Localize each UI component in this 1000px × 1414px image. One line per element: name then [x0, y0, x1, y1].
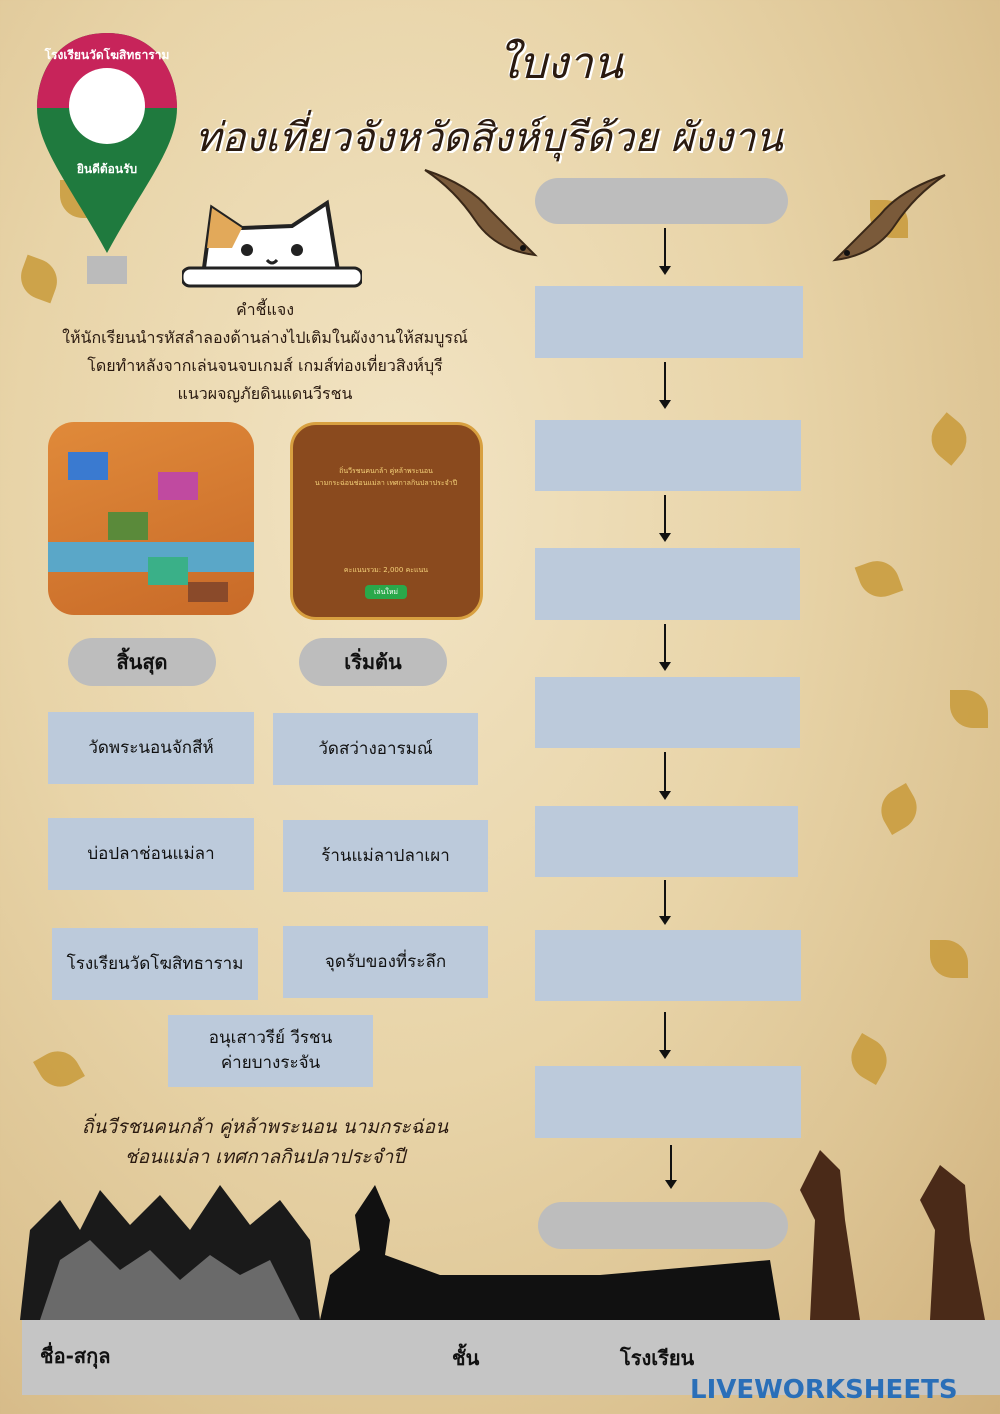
game-end-screenshot: [290, 422, 483, 620]
flowchart-step-slot[interactable]: [535, 1066, 801, 1138]
answer-card[interactable]: โรงเรียนวัดโฆสิทธาราม: [52, 928, 258, 1000]
flowchart-step-slot[interactable]: [535, 806, 798, 877]
name-label: ชื่อ-สกุล: [40, 1344, 111, 1368]
bodhi-leaf-decoration: [33, 1043, 85, 1095]
answer-card[interactable]: วัดสว่างอารมณ์: [273, 713, 478, 785]
game-screen-points: คะแนนรวม: 2,000 คะแนน: [343, 566, 429, 574]
reclining-buddha-silhouette: [300, 1180, 780, 1320]
bodhi-leaf-decoration: [843, 1033, 895, 1085]
flowchart-start-terminal[interactable]: [535, 178, 788, 224]
flowchart-step-slot[interactable]: [535, 286, 803, 358]
play-again-button[interactable]: เล่นใหม่: [365, 585, 407, 599]
instructions-line2: โดยทำหลังจากเล่นจนจบเกมส์ เกมส์ท่องเที่ยวสิงห์บุรี: [87, 356, 443, 375]
flow-arrow: [664, 752, 666, 798]
flow-arrow: [664, 362, 666, 407]
flowchart-step-slot[interactable]: [535, 420, 801, 491]
start-label: เริ่มต้น: [299, 638, 447, 686]
class-label: ชั้น: [452, 1346, 480, 1370]
badge-school-name: โรงเรียนวัดโฆสิทธาราม: [44, 48, 170, 62]
game-screen-line2: นามกระฉ่อนช่อนแม่ลา เทศกาลกินปลาประจำปี: [314, 479, 458, 487]
flow-arrow: [664, 624, 666, 669]
flow-arrow: [664, 1012, 666, 1057]
answer-card-line: ค่ายบางระจัน: [220, 1053, 321, 1073]
instructions-line3: แนวผจญภัยดินแดนวีรชน: [177, 384, 353, 403]
bodhi-leaf-decoration: [950, 690, 988, 728]
answer-card-line: อนุเสาวรีย์ วีรชน: [208, 1028, 333, 1049]
bodhi-leaf-decoration: [873, 783, 925, 835]
flowchart-step-slot[interactable]: [535, 677, 800, 748]
fish-illustration-left: [415, 160, 545, 270]
page-title: ใบงาน: [497, 38, 623, 89]
warrior-silhouettes: [20, 1170, 320, 1320]
school-label: โรงเรียน: [620, 1346, 695, 1370]
flow-arrow: [664, 880, 666, 923]
answer-card[interactable]: ร้านแม่ลาปลาเผา: [283, 820, 488, 892]
game-map-screenshot: [48, 422, 254, 615]
flowchart-step-slot[interactable]: [535, 930, 801, 1001]
instructions-line1: ให้นักเรียนนำรหัสลำลองด้านล่างไปเติมในผังงานให้สมบูรณ์: [62, 328, 468, 347]
flow-arrow: [664, 228, 666, 273]
flowchart-step-slot[interactable]: [535, 548, 800, 620]
tagline-line1: ถิ่นวีรชนคนกล้า คู่หล้าพระนอน นามกระฉ่อน: [81, 1116, 449, 1138]
end-label: สิ้นสุด: [68, 638, 216, 686]
game-screen-line1: ถิ่นวีรชนคนกล้า คู่หล้าพระนอน: [339, 467, 433, 475]
liveworksheets-logo[interactable]: LIVEWORKSHEETS: [690, 1375, 958, 1405]
badge-welcome: ยินดีต้อนรับ: [76, 162, 138, 176]
answer-card[interactable]: จุดรับของที่ระลึก: [283, 926, 488, 998]
fish-illustration-right: [825, 165, 955, 275]
answer-card[interactable]: [168, 1015, 373, 1087]
page-subtitle: ท่องเที่ยวจังหวัดสิงห์บุรีด้วย ผังงาน: [195, 115, 783, 161]
instructions-heading: คำชี้แจง: [235, 300, 295, 319]
cat-illustration: [182, 188, 362, 288]
shadow-puppet-silhouettes: [770, 1140, 1000, 1320]
tagline-line2: ช่อนแม่ลา เทศกาลกินปลาประจำปี: [124, 1146, 406, 1168]
bodhi-leaf-decoration: [930, 940, 968, 978]
answer-card[interactable]: วัดพระนอนจักสีห์: [48, 712, 254, 784]
bodhi-leaf-decoration: [855, 555, 904, 604]
flow-arrow: [664, 495, 666, 540]
answer-card[interactable]: บ่อปลาช่อนแม่ลา: [48, 818, 254, 890]
bodhi-leaf-decoration: [922, 412, 976, 466]
